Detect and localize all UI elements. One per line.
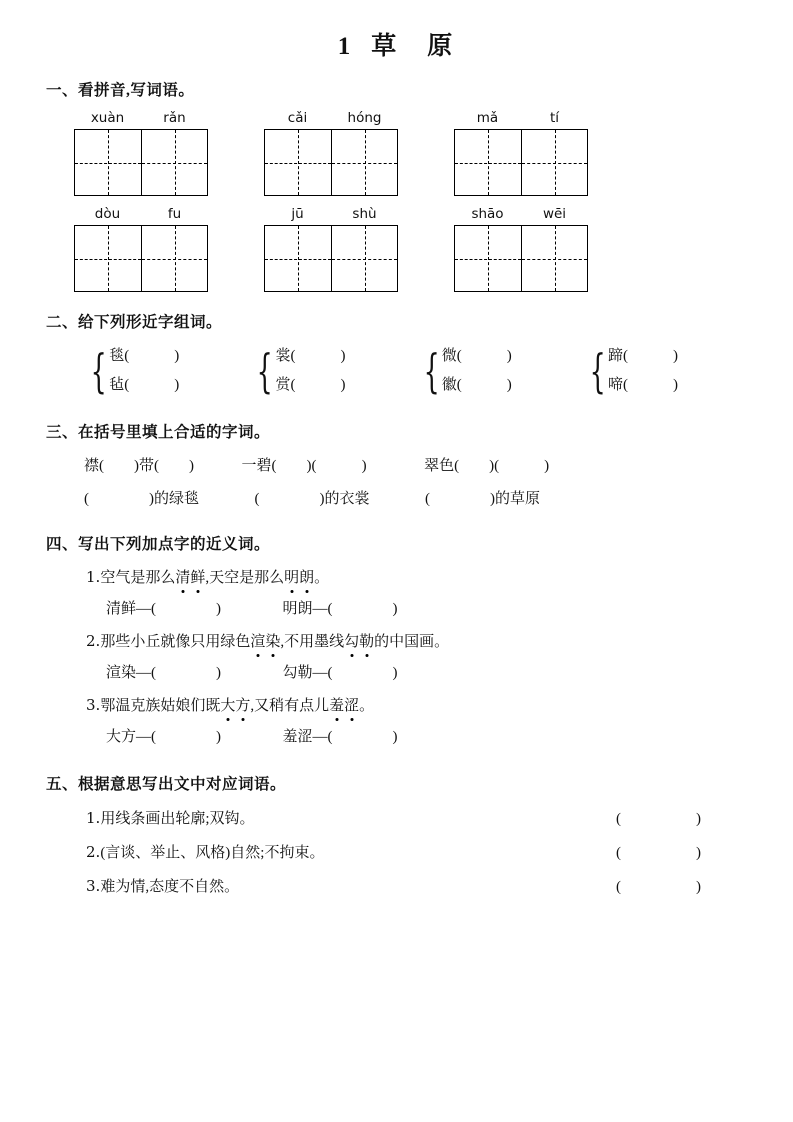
brace-item[interactable] [109, 371, 179, 400]
fill-blank-line-1[interactable] [44, 454, 749, 475]
blank-label: )的衣裳 [319, 491, 370, 507]
brace-item-close: ) [174, 377, 180, 393]
question-number: 1. [86, 568, 101, 586]
writing-cell[interactable] [75, 226, 141, 291]
item-number: 1. [86, 809, 101, 827]
brace-item-close: ) [506, 377, 512, 393]
dotted-word-char: 方 [235, 694, 250, 715]
answer-close: ) [216, 665, 222, 681]
brace-group [583, 342, 749, 400]
answer-label: 渲染—( [106, 665, 156, 681]
brace-item-close: ) [506, 348, 512, 364]
brace-item-label: 毡( [109, 377, 130, 393]
item-number: 2. [86, 843, 101, 861]
pinyin-grid-block [454, 206, 588, 292]
dotted-word-char: 清 [175, 566, 190, 587]
pinyin-label [74, 206, 208, 222]
sentence-part: 鄂温克族姑娘们既 [100, 698, 221, 714]
pinyin-syllable: wēi [542, 206, 567, 222]
definition-text [86, 807, 254, 828]
brace-group [84, 342, 250, 400]
blank-label: )( [306, 458, 317, 474]
left-brace-icon: { [423, 344, 440, 398]
answer-close: ) [216, 601, 222, 617]
pinyin-syllable: rǎn [163, 110, 186, 126]
sentence-part: ,不用墨线 [280, 634, 345, 650]
section-four [44, 532, 749, 746]
section-three-heading: 三、在括号里填上合适的字词。 [46, 424, 271, 441]
blank-label: )带( [134, 458, 160, 474]
pinyin-grid-row-2 [44, 206, 749, 292]
pinyin-syllable: jū [291, 206, 304, 222]
pinyin-grid-block [74, 206, 208, 292]
question-sentence [44, 694, 749, 715]
brace-item-close: ) [340, 348, 346, 364]
answer-paren[interactable]: ( ) [616, 811, 701, 827]
section-five [44, 772, 749, 896]
pinyin-grid-block [264, 110, 398, 196]
writing-cell[interactable] [141, 130, 207, 195]
answer-label: 大方—( [106, 729, 156, 745]
dotted-word-char: 渲 [250, 630, 265, 651]
answer-blanks[interactable] [44, 597, 749, 618]
definition-text [86, 841, 324, 862]
answer-blanks[interactable] [44, 661, 749, 682]
writing-grid[interactable] [454, 129, 588, 196]
blank-label: 襟( [84, 458, 104, 474]
answer-paren[interactable]: ( ) [616, 879, 701, 895]
sentence-part: 。 [359, 698, 375, 714]
blank-label: 翠色( [424, 458, 460, 474]
brace-item[interactable] [608, 342, 678, 371]
dotted-word-char: 朗 [299, 566, 314, 587]
section-one-heading: 一、看拼音,写词语。 [46, 82, 195, 99]
item-text: (言谈、举止、风格)自然;不拘束。 [100, 845, 325, 861]
brace-item-label: 徽( [441, 377, 462, 393]
section-four-heading: 四、写出下列加点字的近义词。 [46, 536, 271, 553]
dotted-word-char: 勒 [359, 630, 374, 651]
brace-item[interactable] [276, 371, 346, 400]
section-two [44, 310, 749, 400]
item-text: 用线条画出轮廓;双钩。 [100, 811, 255, 827]
sentence-part: 那些小丘就像只用绿色 [100, 634, 251, 650]
brace-item-close: ) [673, 348, 679, 364]
dotted-word-char: 染 [265, 630, 280, 651]
writing-cell[interactable] [265, 226, 331, 291]
homophone-brace-row [44, 342, 749, 400]
answer-close: ) [216, 729, 222, 745]
answer-label: 羞涩—( [282, 729, 333, 745]
pinyin-label [74, 110, 208, 126]
pinyin-syllable: dòu [94, 206, 121, 222]
pinyin-syllable: shù [352, 206, 377, 222]
writing-cell[interactable] [75, 130, 141, 195]
left-brace-icon: { [589, 344, 606, 398]
blank-label: ( [425, 491, 431, 507]
pinyin-label [264, 206, 398, 222]
sentence-part: ,天空是那么 [205, 570, 285, 586]
dotted-word-char: 涩 [344, 694, 359, 715]
answer-blanks[interactable] [44, 725, 749, 746]
pinyin-syllable: cǎi [287, 110, 308, 126]
sentence-part: 空气是那么 [100, 570, 176, 586]
section-three [44, 420, 749, 508]
question-number: 3. [86, 696, 101, 714]
answer-label: 明朗—( [282, 601, 333, 617]
page-title-text: 草 原 [371, 33, 456, 60]
pinyin-syllable: fu [167, 206, 182, 222]
dotted-word-char: 大 [220, 694, 235, 715]
definition-item [44, 807, 749, 828]
pinyin-syllable: shāo [471, 206, 504, 222]
brace-item[interactable] [442, 342, 512, 371]
writing-grid[interactable] [264, 129, 398, 196]
brace-item-close: ) [340, 377, 346, 393]
dotted-word-char: 勾 [344, 630, 359, 651]
dotted-word-char: 鲜 [190, 566, 205, 587]
question-item [44, 694, 749, 746]
definition-text [86, 875, 239, 896]
question-item [44, 630, 749, 682]
blank-label: ) [544, 458, 550, 474]
brace-item-label: 啼( [608, 377, 629, 393]
page-title-number: 1 [337, 33, 354, 60]
brace-group [417, 342, 583, 400]
answer-label: 清鲜—( [106, 601, 156, 617]
writing-cell[interactable] [265, 130, 331, 195]
question-sentence [44, 566, 749, 587]
brace-item-label: 裳( [275, 348, 296, 364]
blank-label: )( [489, 458, 500, 474]
brace-item-close: ) [673, 377, 679, 393]
pinyin-label [454, 110, 588, 126]
blank-label: ( [84, 491, 89, 507]
pinyin-syllable: xuàn [90, 110, 125, 126]
fill-blank-line-2[interactable] [44, 487, 749, 508]
item-number: 3. [86, 877, 101, 895]
writing-grid[interactable] [264, 225, 398, 292]
item-text: 难为情,态度不自然。 [100, 879, 240, 895]
answer-paren[interactable]: ( ) [616, 845, 701, 861]
answer-label: 勾勒—( [282, 665, 333, 681]
blank-label: 一碧( [241, 458, 277, 474]
writing-cell[interactable] [141, 226, 207, 291]
question-number: 2. [86, 632, 101, 650]
definition-item [44, 875, 749, 896]
dotted-word-char: 明 [284, 566, 299, 587]
section-two-heading: 二、给下列形近字组词。 [46, 314, 223, 331]
left-brace-icon: { [90, 344, 107, 398]
brace-item-label: 蹄( [608, 348, 629, 364]
pinyin-grid-block [264, 206, 398, 292]
page-title [44, 26, 749, 62]
pinyin-label [264, 110, 398, 126]
writing-grid[interactable] [454, 225, 588, 292]
brace-item-label: 微( [441, 348, 462, 364]
sentence-part: 。 [314, 570, 330, 586]
answer-close: ) [392, 665, 398, 681]
brace-item-label: 赏( [275, 377, 296, 393]
writing-cell[interactable] [521, 226, 587, 291]
brace-item[interactable] [109, 342, 179, 371]
pinyin-grid-block [74, 110, 208, 196]
blank-label: )的绿毯 [149, 491, 200, 507]
dotted-word-char: 羞 [329, 694, 344, 715]
brace-item-close: ) [174, 348, 180, 364]
brace-item[interactable] [442, 371, 512, 400]
question-item [44, 566, 749, 618]
brace-item[interactable] [608, 371, 678, 400]
sentence-part: 的中国画。 [374, 634, 450, 650]
writing-cell[interactable] [455, 130, 521, 195]
blank-label: ) [189, 458, 195, 474]
pinyin-label [454, 206, 588, 222]
blank-label: )的草原 [490, 491, 541, 507]
writing-cell[interactable] [455, 226, 521, 291]
writing-cell[interactable] [331, 226, 397, 291]
blank-label: ( [254, 491, 260, 507]
definition-item [44, 841, 749, 862]
question-sentence [44, 630, 749, 651]
sentence-part: ,又稍有点儿 [250, 698, 330, 714]
blank-label: ) [361, 458, 367, 474]
answer-close: ) [392, 729, 398, 745]
writing-grid[interactable] [74, 129, 208, 196]
pinyin-grid-row-1 [44, 110, 749, 196]
writing-grid[interactable] [74, 225, 208, 292]
pinyin-syllable: hóng [347, 110, 382, 126]
brace-item[interactable] [276, 342, 346, 371]
writing-cell[interactable] [331, 130, 397, 195]
brace-item-label: 毯( [109, 348, 130, 364]
section-one [44, 78, 749, 292]
answer-close: ) [392, 601, 398, 617]
writing-cell[interactable] [521, 130, 587, 195]
pinyin-syllable: tí [549, 110, 560, 126]
pinyin-grid-block [454, 110, 588, 196]
section-five-heading: 五、根据意思写出文中对应词语。 [46, 776, 287, 793]
pinyin-syllable: mǎ [476, 110, 499, 126]
left-brace-icon: { [256, 344, 273, 398]
brace-group [250, 342, 416, 400]
